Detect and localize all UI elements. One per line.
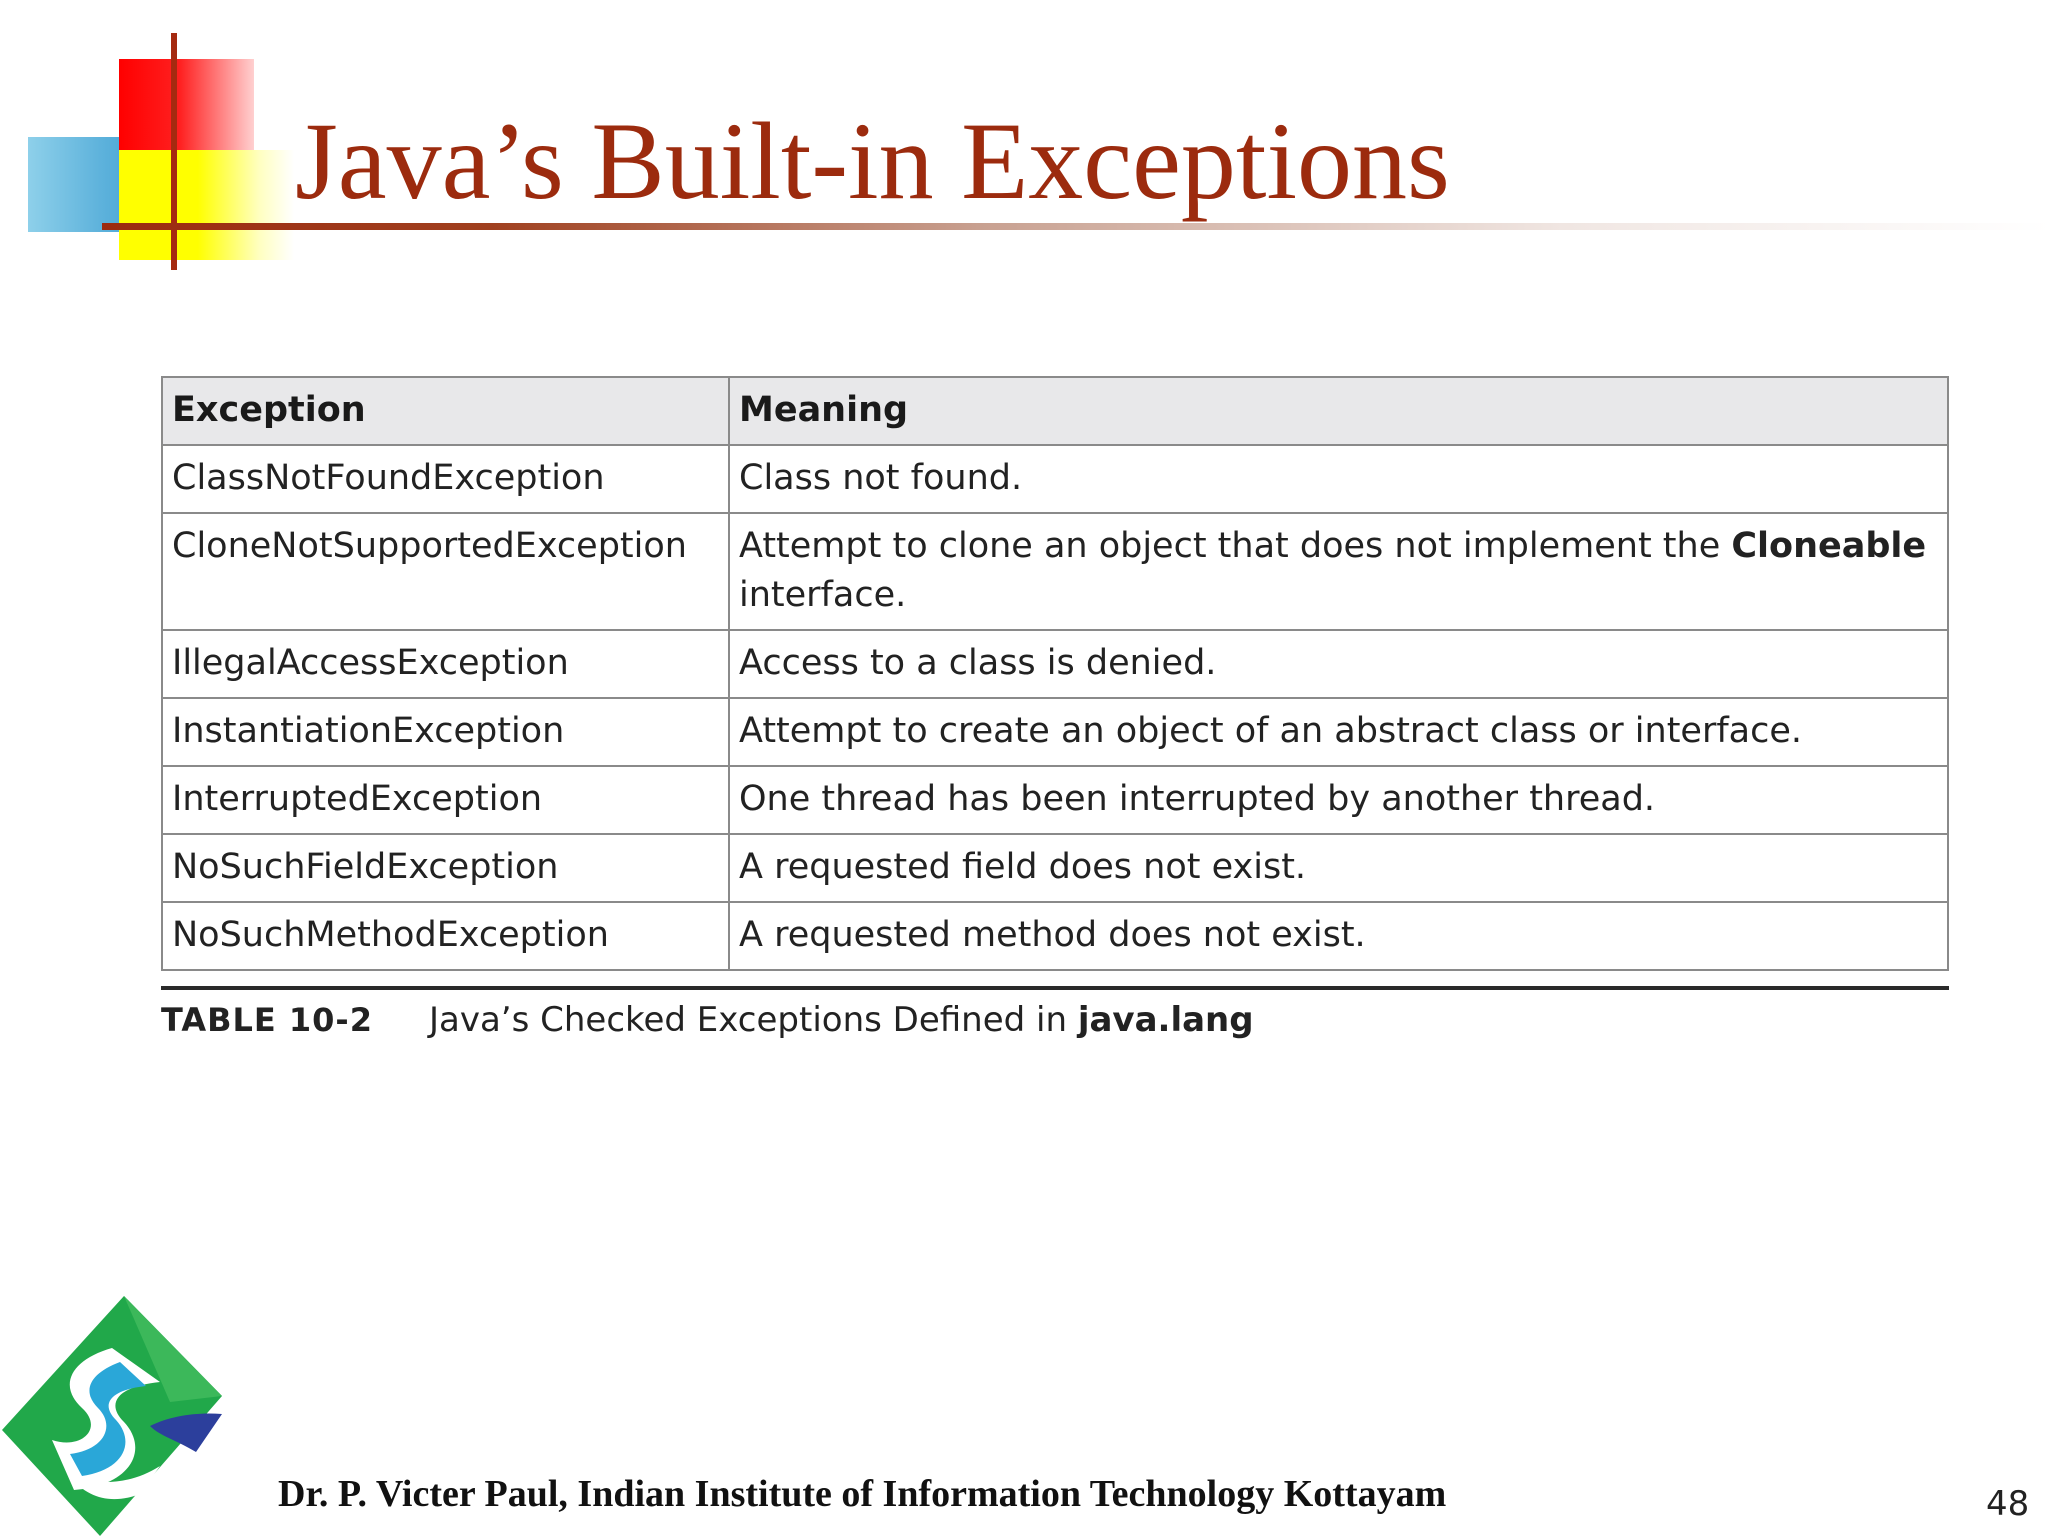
exception-name: NoSuchMethodException [162,902,729,970]
meaning-bold-term: Cloneable [1731,526,1927,566]
table-row [162,766,1948,834]
header-meaning: Meaning [729,377,1948,445]
table-row [162,445,1948,513]
meaning-text: Attempt to clone an object that does not implement the [739,526,1732,566]
exception-name: NoSuchFieldException [162,834,729,902]
table-row [162,513,1948,630]
page-number: 48 [1986,1484,2030,1524]
table-row [162,902,1948,970]
caption-text: Java’s Checked Exceptions Defined in [428,1000,1078,1040]
exception-meaning: A requested method does not exist. [729,902,1948,970]
title-decoration-vertical-line [171,33,177,270]
caption-bold-term: java.lang [1077,1000,1254,1040]
table-row [162,698,1948,766]
caption-divider [161,986,1949,990]
exception-name: ClassNotFoundException [162,445,729,513]
meaning-text-end: interface. [739,575,907,615]
exceptions-table-container [161,376,1949,971]
title-decoration-yellow-block [119,150,294,260]
table-caption [161,1000,1254,1040]
exception-meaning [729,513,1948,630]
title-underline [102,223,2048,230]
exception-name: CloneNotSupportedException [162,513,729,630]
exception-meaning: A requested field does not exist. [729,834,1948,902]
exception-meaning: Access to a class is denied. [729,630,1948,698]
exceptions-table [161,376,1949,971]
exception-meaning: Attempt to create an object of an abstract class or interface. [729,698,1948,766]
caption-label: TABLE 10-2 [161,1001,373,1039]
exception-name: InterruptedException [162,766,729,834]
iiit-kottayam-logo-icon [0,1290,225,1536]
header-exception: Exception [162,377,729,445]
exception-name: IllegalAccessException [162,630,729,698]
exception-meaning: Class not found. [729,445,1948,513]
table-row [162,834,1948,902]
table-row [162,630,1948,698]
table-header-row [162,377,1948,445]
exception-name: InstantiationException [162,698,729,766]
slide-title: Java’s Built-in Exceptions [295,100,1450,222]
footer-author: Dr. P. Victer Paul, Indian Institute of Information Technology Kottayam [278,1473,1447,1515]
exception-meaning: One thread has been interrupted by another thread. [729,766,1948,834]
